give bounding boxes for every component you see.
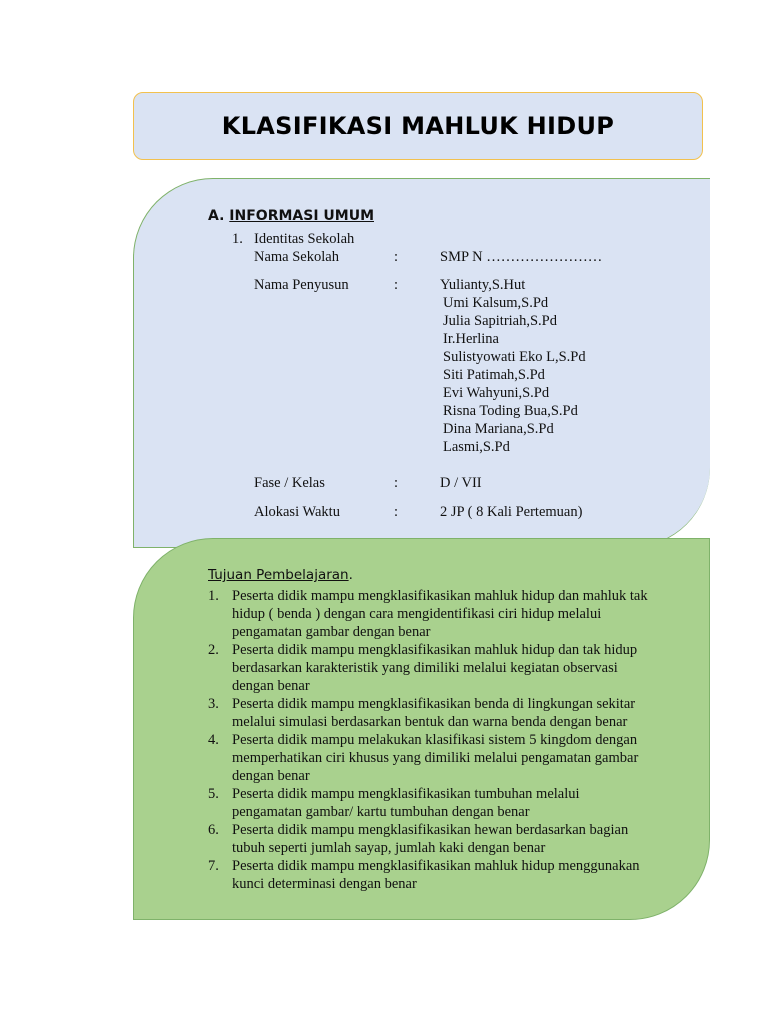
author-name: Dina Mariana,S.Pd [443, 421, 554, 437]
goal-text-line: hidup ( benda ) dengan cara mengidentifikasi ciri hidup melalui [232, 606, 602, 622]
goal-number: 1. [208, 588, 219, 604]
goal-item [208, 785, 678, 821]
goal-text-line: Peserta didik mampu mengklasifikasikan tumbuhan melalui [232, 786, 580, 802]
author-name: Ir.Herlina [443, 331, 499, 347]
time-separator: : [394, 504, 399, 520]
goals-heading [208, 567, 353, 583]
goal-item [208, 695, 678, 731]
goal-text-line: berdasarkan karakteristik yang dimiliki melalui kegiatan observasi [232, 660, 618, 676]
goal-text-line: Peserta didik mampu mengklasifikasikan mahluk hidup menggunakan [232, 858, 640, 874]
time-value: 2 JP ( 8 Kali Pertemuan) [440, 504, 583, 520]
author-separator: : [394, 277, 399, 293]
school-separator: : [394, 249, 399, 265]
goal-text-line: dengan benar [232, 768, 310, 784]
goal-text-line: Peserta didik mampu mengklasifikasikan mahluk hidup dan tak hidup [232, 642, 638, 658]
author-name: Risna Toding Bua,S.Pd [443, 403, 578, 419]
goal-number: 2. [208, 642, 219, 658]
goal-text-line: Peserta didik mampu melakukan klasifikasi sistem 5 kingdom dengan [232, 732, 638, 748]
goal-text-line: pengamatan gambar dengan benar [232, 624, 431, 640]
goal-text-line: Peserta didik mampu mengklasifikasikan mahluk hidup dan mahluk tak [232, 588, 648, 604]
author-name: Umi Kalsum,S.Pd [443, 295, 549, 311]
goal-text-line: Peserta didik mampu mengklasifikasikan benda di lingkungan sekitar [232, 696, 636, 712]
document-title: KLASIFIKASI MAHLUK HIDUP [221, 112, 615, 140]
author-name: Julia Sapitriah,S.Pd [443, 313, 557, 329]
phase-label: Fase / Kelas [254, 475, 325, 491]
goal-text-line: tubuh seperti jumlah sayap, jumlah kaki dengan benar [232, 840, 546, 856]
school-label: Nama Sekolah [254, 249, 339, 265]
author-name: Evi Wahyuni,S.Pd [443, 385, 550, 401]
author-name: Sulistyowati Eko L,S.Pd [443, 349, 586, 365]
goals-heading-period: . [348, 567, 353, 583]
phase-value: D / VII [440, 475, 482, 491]
goal-text-line: melalui simulasi berdasarkan bentuk dan warna benda dengan benar [232, 714, 628, 730]
goal-number: 3. [208, 696, 219, 712]
goals-heading-text: Tujuan Pembelajaran [208, 567, 349, 583]
phase-separator: : [394, 475, 399, 491]
goals-list [208, 587, 678, 893]
section-a-letter: A. [208, 208, 225, 224]
section-a-title: INFORMASI UMUM [229, 208, 374, 224]
goal-item [208, 641, 678, 695]
author-name: Lasmi,S.Pd [443, 439, 510, 455]
title-banner [133, 92, 703, 160]
author-name: Siti Patimah,S.Pd [443, 367, 545, 383]
goal-text-line: kunci determinasi dengan benar [232, 876, 417, 892]
info-panel [133, 178, 710, 548]
goal-item [208, 587, 678, 641]
goal-number: 5. [208, 786, 219, 802]
author-name: Yulianty,S.Hut [440, 277, 526, 293]
author-label: Nama Penyusun [254, 277, 349, 293]
goal-item [208, 731, 678, 785]
goal-item [208, 857, 678, 893]
goal-text-line: dengan benar [232, 678, 310, 694]
goal-item [208, 821, 678, 857]
goal-text-line: pengamatan gambar/ kartu tumbuhan dengan benar [232, 804, 530, 820]
item-label: Identitas Sekolah [254, 231, 355, 247]
goal-text-line: Peserta didik mampu mengklasifikasikan hewan berdasarkan bagian [232, 822, 629, 838]
item-number: 1. [232, 231, 243, 247]
time-label: Alokasi Waktu [254, 504, 340, 520]
school-value: SMP N …………………… [440, 249, 603, 265]
goal-number: 7. [208, 858, 219, 874]
goal-text-line: memperhatikan ciri khusus yang dimiliki melalui pengamatan gambar [232, 750, 639, 766]
goal-number: 6. [208, 822, 219, 838]
goal-number: 4. [208, 732, 219, 748]
section-a-heading [208, 208, 374, 224]
